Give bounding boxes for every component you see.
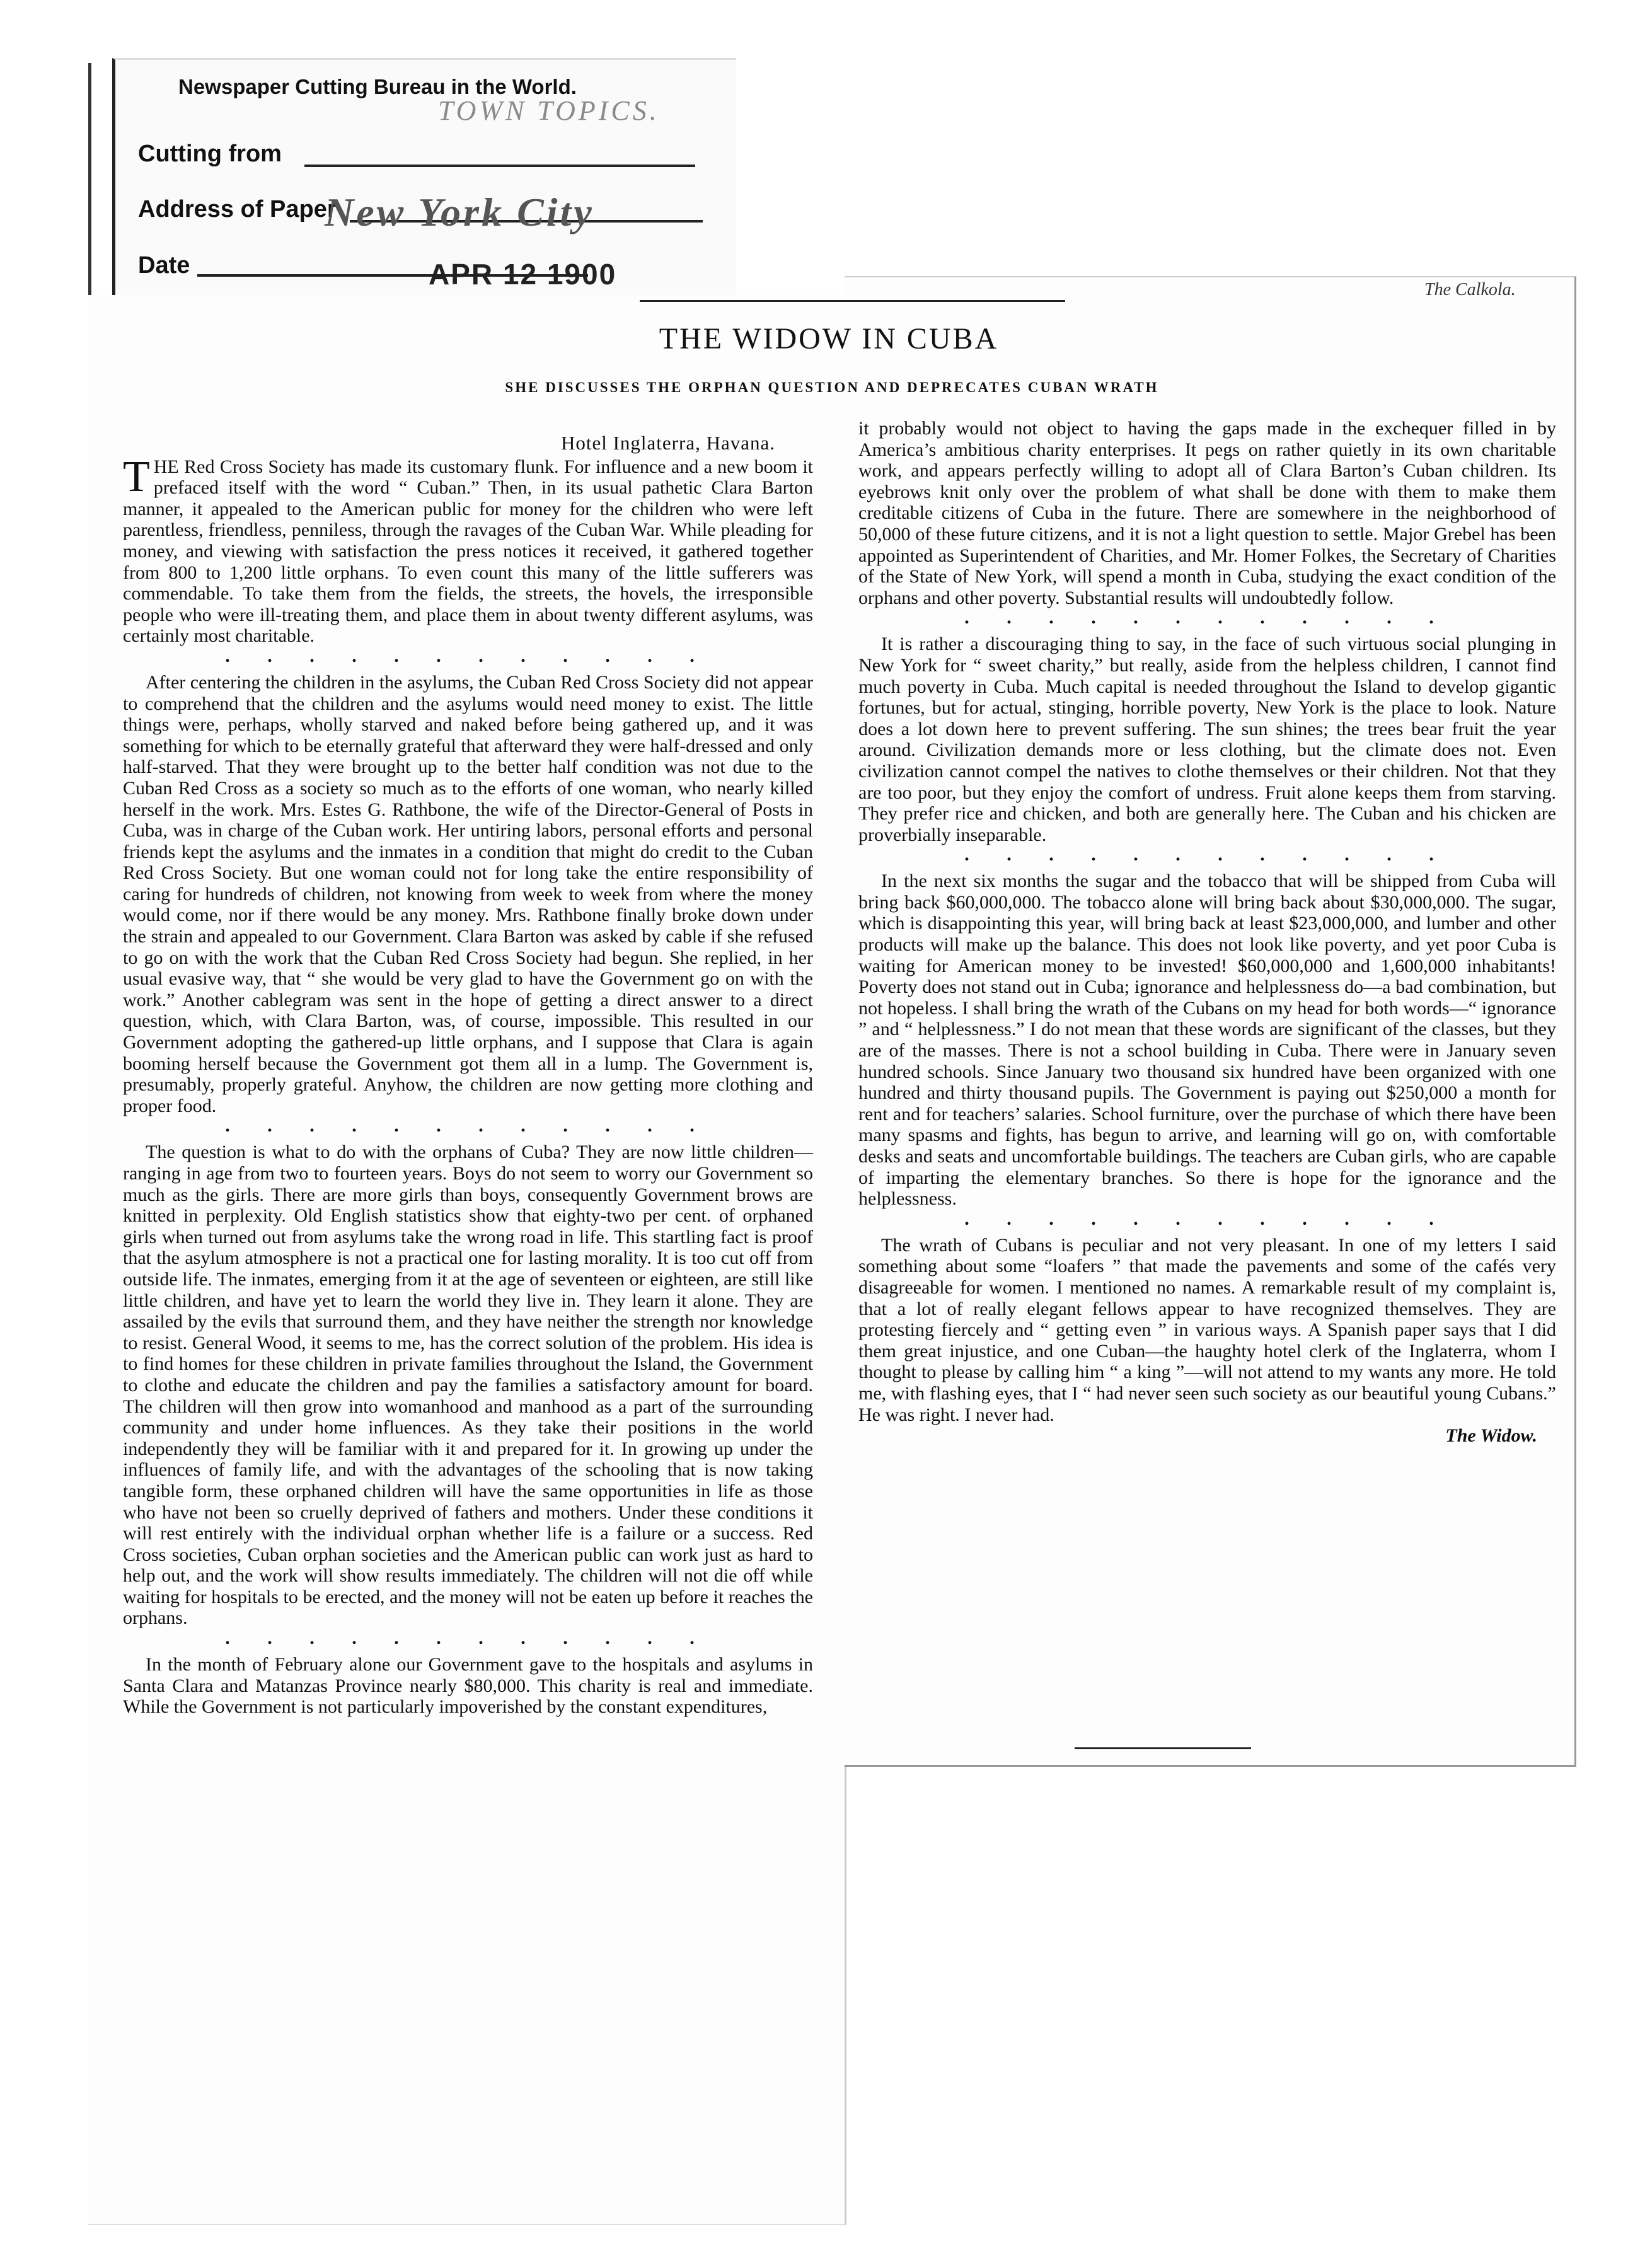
top-rule — [640, 300, 1065, 302]
section-dots: . . . . . . . . . . . . — [964, 1208, 1450, 1229]
column-left — [123, 432, 813, 1718]
cutting-from-stamp: TOWN TOPICS. — [438, 95, 660, 126]
bottom-rule — [1075, 1747, 1251, 1749]
signature: The Widow. — [1445, 1425, 1537, 1447]
section-dots: . . . . . . . . . . . . — [964, 607, 1450, 628]
paragraph-1 — [123, 452, 813, 647]
drop-cap: T — [123, 452, 150, 501]
date-label: Date — [138, 252, 190, 279]
paragraph-4-continued: it probably would not object to having the gaps made in the exchequer filled in by America’s ambitious charity enterprises. It pegs on rather quietly in its own charitable work, and appears perfectly willing to adopt all of Clara Barton’s Cuban children. Its eyebrows knit only over the problem of what shall be done with them to make them creditable citizens of Cuba in the future. There are somewhere in the neighborhood of 50,000 of these future citizens, and it is not a light question to settle. Major Grebel has been appointed as Superintendent of Charities, and Mr. Homer Folkes, the Secretary of Charities of the State of New York, will spend a month in Cuba, studying the exact condition of the orphans and other poverty. Substantial results will undoubtedly follow. — [858, 418, 1556, 608]
bureau-header: Newspaper Cutting Bureau in the World. — [178, 75, 577, 98]
section-dots: . . . . . . . . . . . . — [225, 1115, 711, 1137]
corner-heading: The Calkola. — [1424, 280, 1516, 299]
paragraph-2: After centering the children in the asylums, the Cuban Red Cross Society did not appear to comprehend that the children and the asylums would need money to exist. The little things were, perhaps, wholly starved and naked before being gathered up, and it was something for which to be eternally grateful that afterward they were half-dressed and only half-starved. That they were brought up to the better half condition was not due to the Cuban Red Cross as a society so much as to the efforts of one woman, who nearly killed herself in the work. Mrs. Estes G. Rathbone, the wife of the Director-General of Posts in Cuba, was in charge of the Cuban work. Her untiring labors, personal efforts and personal friends kept the asylums and the inmates in a condition that might do credit to the Cuban Red Cross Society. But one woman could not for long take the entire responsibility of caring for hundreds of children, not knowing from week to week from where the money would come, nor if there would be any money. Mrs. Rathbone finally broke down under the strain and appealed to our Government. Clara Barton was asked by cable if she refused to go on with the work that the Cuban Red Cross Society had begun. She replied, in her usual evasive way, that “ she would be very glad to have the Government go on with the work.” Another cablegram was sent in the hope of getting a direct answer to a direct question, which, with Clara Barton, was, of course, impossible. This resulted in our Government adopting the gathered-up little orphans, and I suppose that Clara is again booming herself because the Government got them all in a lump. The Government is, presumably, properly grateful. Anyhow, the children are now getting more clothing and proper food. — [123, 671, 813, 1116]
date-stamp: APR 12 1900 — [429, 258, 617, 291]
paragraph-3: The question is what to do with the orphans of Cuba? They are now little children—ranging in age from two to fourteen years. Boys do not seem to worry our Government so much as the girls. There are more girls than boys, consequently Government brows are knitted in perplexity. Old English statistics show that eighty-two per cent. of orphaned girls when turned out from asylums take the wrong road in life. This startling fact is proof that the asylum atmosphere is not a practical one for lasting morality. It is too cut off from outside life. The inmates, emerging from it at the age of seventeen or eighteen, are still like little children, and have yet to learn the world they live in. They learn it alone. They are assailed by the evils that surround them, and they have neither the strength nor knowledge to resist. General Wood, it seems to me, has the correct solution of the problem. His idea is to find homes for these children in private families throughout the Island, the Government to clothe and educate the children and pay the families a satisfactory amount for board. The children will then grow into womanhood and manhood as a part of the surrounding community and under home influences. As they take their positions in the world independently they will be familiar with it and prepared for it. In growing up under the influences of family life, and with the advantages of the schooling that is now taking tangible form, these orphaned children will have the same opportunities in life as those who have not been so cruelly deprived of fathers and mothers. Under these conditions it will rest entirely with the individual orphan whether life is a failure or a success. Red Cross societies, Cuban orphan societies and the American public can work just as hard to help out, and the work will show results immediately. The children will not die off while waiting for hospitals to be erected, and the money will not be eaten up before it reaches the orphans. — [123, 1142, 813, 1629]
cutting-from-label: Cutting from — [138, 141, 282, 167]
paragraph-4: In the month of February alone our Government gave to the hospitals and asylums in Santa Clara and Matanzas Province nearly $80,000. This charity is real and immediate. While the Government is not particularly impoverished by the constant expenditures, — [123, 1654, 813, 1718]
section-dots: . . . . . . . . . . . . — [964, 844, 1450, 865]
paragraph-7: The wrath of Cubans is peculiar and not very pleasant. In one of my letters I said something about some “loafers ” that made the pavements and some of the cafés very disagreeable for women. I mentioned no names. A remarkable result of my complaint is, that a lot of really elegant fellows appear to have recognized themselves. They are protesting fiercely and “ getting even ” in various ways. A Spanish paper says that I did them great injustice, and one Cuban—the haughty hotel clerk of the Inglaterra, whom I thought to please by calling him “ a king ”—will not attend to my wants any more. He told me, with flashing eyes, that I “ had never seen such society as our beautiful young Cubans.” He was right. I never had. — [858, 1234, 1556, 1425]
dateline: Hotel Inglaterra, Havana. — [560, 432, 775, 454]
address-label: Address of Paper — [138, 196, 337, 223]
cutting-from-line — [304, 165, 695, 167]
section-dots: . . . . . . . . . . . . — [225, 645, 711, 666]
paragraph-1-text: HE Red Cross Society has made its customary flunk. For influence and a new boom it prefaced itself with the word “ Cuban.” Then, in its usual pathetic Clara Barton manner, it appealed to the American public for money for the children who were left parentless, friendless, penniless, through the ravages of the Cuban War. While pleading for money, and viewing with satisfaction the press notices it received, it gathered together from 800 to 1,200 little orphans. To even count this many of the little sufferers was commendable. To take them from the fields, the streets, the hovels, the irresponsible people who were ill-treating them, and place them in about twenty different asylums, was certainly most charitable. — [123, 456, 813, 647]
mount-edge — [88, 63, 91, 328]
column-right — [858, 418, 1556, 1447]
article-subtitle: SHE DISCUSSES THE ORPHAN QUESTION AND DEPRECATES CUBAN WRATH — [505, 379, 1159, 395]
article-title: THE WIDOW IN CUBA — [659, 322, 999, 356]
section-dots: . . . . . . . . . . . . — [225, 1628, 711, 1649]
paragraph-5: It is rather a discouraging thing to say, in the face of such virtuous social plunging in New York for “ sweet charity,” but really, aside from the helpless children, I cannot find much poverty in Cuba. Much capital is needed throughout the Island to develop gigantic fortunes, but for actual, stinging, horrible poverty, New York is the place to look. Nature does a lot down here to prevent suffering. The sun shines; the trees bear fruit the year around. Civilization demands more or less clothing, but the climate does not. Even civilization cannot compel the natives to clothe themselves or their children. Not that they are too poor, but they enjoy the comfort of undress. Fruit alone keeps them from starving. They prefer rice and chicken, and both are generally here. The Cuban and his chicken are proverbially inseparable. — [858, 634, 1556, 845]
address-stamp: New York City — [325, 190, 594, 234]
paragraph-6: In the next six months the sugar and the tobacco that will be shipped from Cuba will bring back $60,000,000. The tobacco alone will bring back about $30,000,000. The sugar, which is disappointing this year, will bring back at least $23,000,000, and lumber and other products will make up the balance. This does not look like poverty, and yet poor Cuba is waiting for American money to be invested! $60,000,000 and 1,600,000 inhabitants! Poverty does not stand out in Cuba; ignorance and helplessness do—a bad combination, but not hopeless. I shall bring the wrath of the Cubans on my head for both words—“ ignorance ” and “ helplessness.” I do not mean that these words are significant of the classes, but they are of the masses. There is not a school building in Cuba. There were in January seven hundred schools. Since January two thousand six hundred have been organized with one hundred and thirty thousand pupils. The Government is paying out $250,000 a month for rent and for teachers’ salaries. School furniture, over the purchase of which there have been many spasms and fights, has begun to arrive, and learning will go on, with comfortable desks and seats and uncomfortable buildings. The teachers are Cuban girls, who are capable of imparting the elementary branches. So there is hope for the ignorance and the helplessness. — [858, 871, 1556, 1210]
